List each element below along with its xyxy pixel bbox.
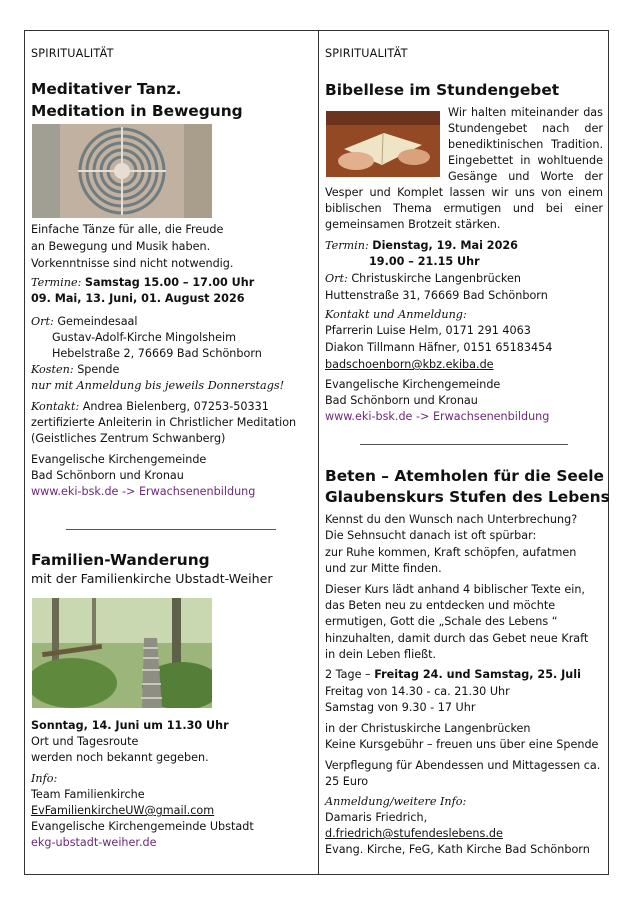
- kontakt-label: Kontakt und Anmeldung:: [325, 308, 467, 321]
- kontakt-email-link[interactable]: badschoenborn@kbz.ekiba.de: [325, 358, 494, 371]
- p2-line: Dieser Kurs lädt anhand 4 biblischer Texte ein,: [325, 583, 585, 596]
- p1-line: und zur Mitte finden.: [325, 562, 442, 575]
- anmeldung-email-link[interactable]: d.friedrich@stufendeslebens.de: [325, 827, 503, 840]
- ort-line: Gustav-Adolf-Kirche Mingolsheim: [52, 331, 237, 344]
- anmeldung-label: Anmeldung/weitere Info:: [325, 795, 467, 808]
- bible-reading-image: [326, 111, 440, 177]
- days-row: [325, 667, 581, 684]
- web-link[interactable]: www.eki-bsk.de -> Erwachsenenbildung: [31, 485, 256, 498]
- termin-value: Dienstag, 19. Mai 2026: [372, 239, 518, 252]
- kontakt-line: Diakon Tillmann Häfner, 0151 65183454: [325, 341, 553, 354]
- column-divider: [318, 30, 319, 875]
- termine-row: [31, 275, 254, 292]
- section-divider: [66, 529, 276, 530]
- intro-line: Vorkenntnisse sind nicht notwendig.: [31, 257, 234, 270]
- location-line: in der Christuskirche Langenbrücken: [325, 722, 531, 735]
- kosten-row: [31, 362, 119, 379]
- kontakt-line: Pfarrerin Luise Helm, 0171 291 4063: [325, 324, 531, 337]
- ort-row: [31, 314, 138, 331]
- org-line: Bad Schönborn und Kronau: [325, 394, 478, 407]
- ort-row: [325, 271, 521, 288]
- days-line: Samstag von 9.30 - 17 Uhr: [325, 701, 476, 714]
- left-title-line2: Meditation in Bewegung: [31, 102, 243, 120]
- p1-line: zur Ruhe kommen, Kraft schöpfen, aufatmen: [325, 546, 577, 559]
- org-line: Bad Schönborn und Kronau: [31, 469, 184, 482]
- intro-last-line: gemeinsamen Brotzeit stärken.: [325, 218, 501, 231]
- food-line: Verpflegung für Abendessen und Mittagessen ca.: [325, 759, 601, 772]
- kontakt-line: zertifizierte Anleiterin in Christlicher Meditation: [31, 416, 297, 429]
- info-email-link[interactable]: EvFamilienkircheUW@gmail.com: [31, 804, 215, 817]
- ort-value: Christuskirche Langenbrücken: [351, 272, 521, 285]
- termin-row: [325, 238, 518, 255]
- ort-address: Huttenstraße 31, 76669 Bad Schönborn: [325, 289, 548, 302]
- left-category: SPIRITUALITÄT: [31, 47, 114, 60]
- intro-side-line: Gesänge und Worte der: [448, 170, 603, 183]
- p1-line: Die Sehnsucht danach ist oft spürbar:: [325, 529, 537, 542]
- intro-side-line: Stundengebet nach der: [448, 122, 603, 135]
- intro-side-line: Eingebettet in wohltuende: [448, 154, 603, 167]
- event2-title-line1: Beten – Atemholen für die Seele: [325, 467, 605, 485]
- days-dates: Freitag 24. und Samstag, 25. Juli: [374, 668, 581, 681]
- anmeldung-org: Evang. Kirche, FeG, Kath Kirche Bad Schönborn: [325, 843, 590, 856]
- labyrinth-image: [32, 124, 212, 218]
- food-line: 25 Euro: [325, 775, 369, 788]
- kosten-value: Spende: [77, 363, 120, 376]
- p2-line: hinzuhalten, damit durch das Gebet neue Kraft: [325, 632, 589, 645]
- kosten-label: Kosten:: [31, 363, 74, 376]
- kontakt-label: Kontakt:: [31, 400, 80, 413]
- kontakt-value: Andrea Bielenberg, 07253-50331: [82, 400, 269, 413]
- right-title: Bibellese im Stundengebet: [325, 81, 560, 99]
- kontakt-line: (Geistliches Zentrum Schwanberg): [31, 432, 226, 445]
- event2-subtitle: mit der Familienkirche Ubstadt-Weiher: [31, 571, 273, 586]
- right-category: SPIRITUALITÄT: [325, 47, 408, 60]
- web-link[interactable]: www.eki-bsk.de -> Erwachsenenbildung: [325, 410, 550, 423]
- p2-line: das Beten neu zu entdecken und möchte: [325, 599, 556, 612]
- ort-label: Ort:: [325, 272, 348, 285]
- intro-full-line: Vesper und Komplet lassen wir uns von einem: [325, 186, 603, 199]
- days-prefix: 2 Tage –: [325, 668, 371, 681]
- event2-title: Familien-Wanderung: [31, 551, 210, 569]
- ort-line: Hebelstraße 2, 76669 Bad Schönborn: [52, 347, 262, 360]
- event2-line: Ort und Tagesroute: [31, 735, 139, 748]
- section-divider: [360, 444, 568, 445]
- termin-time: 19.00 – 21.15 Uhr: [369, 255, 480, 268]
- kontakt-row: [31, 399, 269, 416]
- event2-date: Sonntag, 14. Juni um 11.30 Uhr: [31, 719, 229, 732]
- info-label: Info:: [31, 772, 58, 785]
- info-web-link[interactable]: ekg-ubstadt-weiher.de: [31, 836, 157, 849]
- intro-line: an Bewegung und Musik haben.: [31, 240, 211, 253]
- ort-label: Ort:: [31, 315, 54, 328]
- location-line: Keine Kursgebühr – freuen uns über eine Spende: [325, 738, 599, 751]
- info-org: Evangelische Kirchengemeinde Ubstadt: [31, 820, 254, 833]
- anmeldung-name: Damaris Friedrich,: [325, 811, 428, 824]
- info-line: Team Familienkirche: [31, 788, 145, 801]
- termin-label: Termin:: [325, 239, 369, 252]
- termine-label: Termine:: [31, 276, 82, 289]
- days-line: Freitag von 14.30 - ca. 21.30 Uhr: [325, 685, 510, 698]
- left-title-line1: Meditativer Tanz.: [31, 80, 182, 98]
- intro-line: Einfache Tänze für alle, die Freude: [31, 223, 224, 236]
- intro-full-line: biblischen Thema ermutigen und bei einer: [325, 202, 603, 215]
- p1-line: Kennst du den Wunsch nach Unterbrechung?: [325, 513, 578, 526]
- intro-side-line: Wir halten miteinander das: [448, 106, 603, 119]
- termine-dates: 09. Mai, 13. Juni, 01. August 2026: [31, 292, 245, 305]
- org-line: Evangelische Kirchengemeinde: [31, 453, 207, 466]
- ort-value: Gemeindesaal: [57, 315, 138, 328]
- org-line: Evangelische Kirchengemeinde: [325, 378, 501, 391]
- intro-side-line: benediktinischen Tradition.: [448, 138, 603, 151]
- event2-line: werden noch bekannt gegeben.: [31, 751, 209, 764]
- termine-value: Samstag 15.00 – 17.00 Uhr: [84, 276, 255, 289]
- event2-title-line2: Glaubenskurs Stufen des Lebens: [325, 488, 610, 506]
- p2-line: ermutigen, Gott die „Schale des Lebens “: [325, 615, 558, 628]
- forest-path-image: [32, 598, 212, 708]
- p2-line: in dein Leben fließt.: [325, 648, 437, 661]
- kosten-note: nur mit Anmeldung bis jeweils Donnerstags!: [31, 379, 285, 392]
